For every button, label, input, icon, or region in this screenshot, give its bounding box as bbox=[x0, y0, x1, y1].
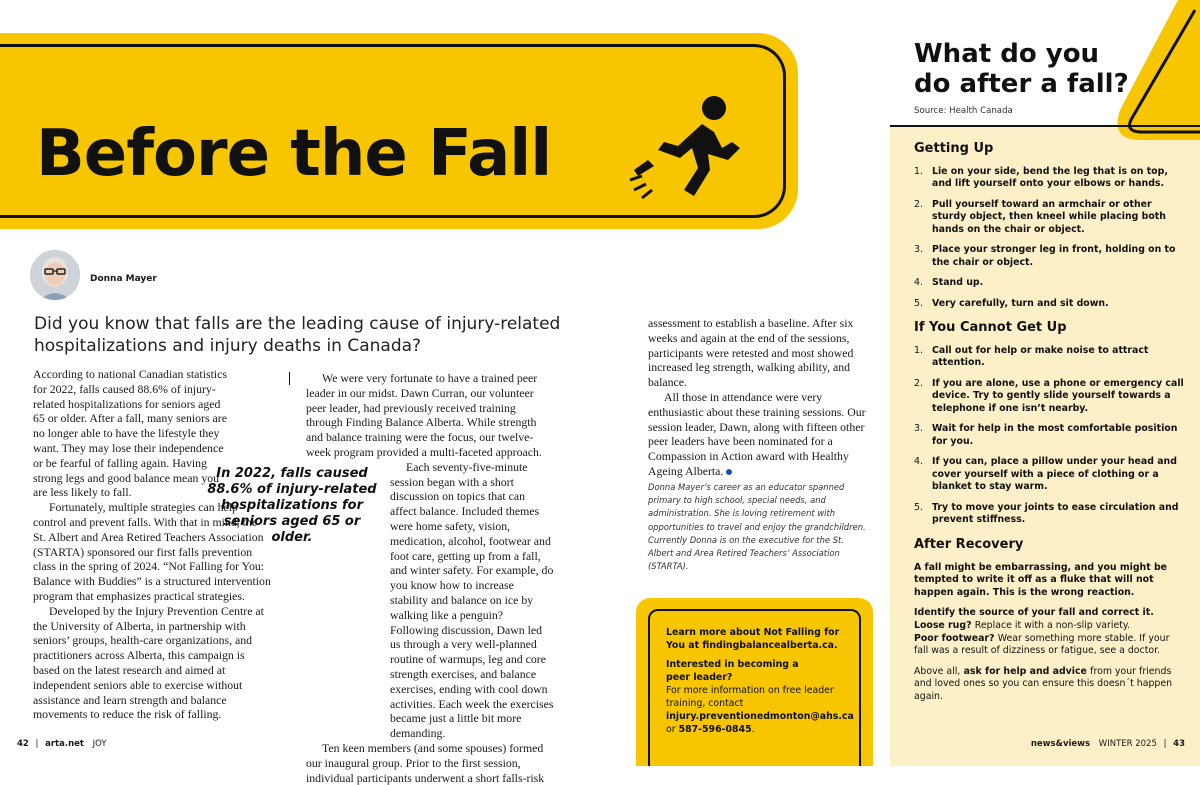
body-paragraph: Ten keen members (and some spouses) formed our inaugural group. Prior to the first session, individual participants underwent a short falls-risk bbox=[306, 740, 545, 785]
avatar bbox=[30, 250, 80, 300]
footer-left bbox=[17, 739, 107, 749]
section-heading: After Recovery bbox=[914, 537, 1024, 553]
body-paragraph: According to national Canadian statistics for 2022, falls caused 88.6% of injury-related hospitalizations for seniors aged 65 or older. After a fall, many seniors are no longer able to have the lifestyle they want. They may lose their independence or be fearful of falling again. Having strong legs and good balance mean you are less likely to fall. bbox=[33, 367, 227, 500]
section-heading: Getting Up bbox=[914, 141, 994, 156]
footer-divider: | bbox=[35, 739, 39, 749]
list-item: 3. Wait for help in the most comfortable position for you. bbox=[914, 423, 1178, 447]
column-rule bbox=[289, 372, 290, 385]
page-number: 42 bbox=[17, 739, 29, 749]
body-paragraph: Developed by the Injury Prevention Centre at the University of Alberta, in partnership with seniors’ groups, health-care organizations, and practitioners across Alberta, this campaign is based on the latest research and aimed at independent seniors able to exercise without assistance and learn strength and balance movements to reduce the risk of falling. bbox=[33, 603, 264, 722]
promo-info-text: For more information on free leader training, contact bbox=[666, 685, 834, 709]
list-item: 5. Try to move your joints to ease circulation and prevent stiffness. bbox=[914, 501, 1179, 526]
list-item: 3. Place your stronger leg in front, holding on to the chair or object. bbox=[914, 244, 1176, 268]
cannot-get-up-list bbox=[914, 345, 1184, 527]
recovery-paragraph: A fall might be embarrassing, and you might be tempted to write it off as a fluke that will not happen again. This is the wrong reaction. bbox=[914, 561, 1168, 598]
promo-phone[interactable]: 587-596-0845 bbox=[678, 724, 752, 735]
person-falling-icon bbox=[628, 94, 748, 202]
list-item: 4. If you can, place a pillow under your head and cover yourself with a piece of clothing or a blanket to stay warm. bbox=[914, 456, 1177, 493]
sidebar-divider bbox=[890, 125, 1200, 127]
end-bullet-icon bbox=[726, 469, 732, 475]
lead-paragraph: Did you know that falls are the leading cause of injury-related hospitalizations and injury deaths in Canada? bbox=[34, 314, 561, 356]
list-item: 2. If you are alone, use a phone or emergency call device. Try to gently slide yourself towards a telephone if one isn’t nearby. bbox=[914, 377, 1184, 414]
body-paragraph: Fortunately, multiple strategies can help control and prevent falls. With that in mind, the St. Albert and Area Retired Teachers Association (STARTA) sponsored our first falls prevention class in the spring of 2024. “Not Falling for You: Balance with Buddies” is a structured intervention program that emphasizes practical strategies. bbox=[33, 500, 271, 603]
author-bio: Donna Mayer’s career as an educator spanned primary to high school, special needs, and administration. She is loving retirement with opportunities to travel and enjoy the grandchildren. Currently Donna is on the executive for the St. Albert and Area Retired Teachers’ Association (STARTA). bbox=[648, 482, 866, 572]
body-paragraph bbox=[648, 390, 870, 479]
list-item: 2. Pull yourself toward an armchair or other sturdy object, then kneel while placing both hands on the chair or object. bbox=[914, 198, 1166, 235]
promo-or: or bbox=[666, 724, 676, 735]
body-text: All those in attendance were very enthusiastic about these training sessions. Our session leader, Dawn, along with fifteen other peer leaders have been nominated for a Compassion in Action award with Healthy Ageing Alberta. bbox=[648, 389, 866, 478]
promo-learn-more[interactable]: Learn more about Not Falling for You at findingbalancealberta.ca. bbox=[666, 627, 840, 651]
page-title: Before the Fall bbox=[36, 117, 552, 191]
section-heading: If You Cannot Get Up bbox=[914, 320, 1067, 336]
list-item: 5. Very carefully, turn and sit down. bbox=[914, 297, 1109, 309]
promo-interested: Interested in becoming a peer leader? bbox=[666, 659, 799, 683]
author-name: Donna Mayer bbox=[90, 274, 157, 284]
promo-email-link[interactable]: injury.preventionedmonton@ahs.ca bbox=[666, 711, 854, 722]
recovery-paragraph: Poor footwear? Wear something more stable. If your fall was a result of dizziness or fatigue, see a doctor. bbox=[914, 632, 1170, 657]
list-item: 4. Stand up. bbox=[914, 277, 984, 289]
promo-text bbox=[666, 626, 856, 736]
pull-quote: In 2022, falls caused 88.6% of injury-related hospitalizations for seniors aged 65 or older. bbox=[207, 466, 377, 545]
sidebar-title: What do you do after a fall? bbox=[914, 39, 1129, 99]
body-column-3 bbox=[648, 316, 870, 479]
sidebar-content bbox=[914, 143, 1184, 712]
sidebar-source: Source: Health Canada bbox=[914, 106, 1013, 116]
page-number: 43 bbox=[1173, 739, 1185, 749]
getting-up-list bbox=[914, 166, 1184, 311]
recovery-paragraph: Above all, ask for help and advice from your friends and loved ones so you can ensure this doesn´t happen again. bbox=[914, 665, 1173, 702]
body-paragraph: assessment to establish a baseline. After six weeks and again at the end of the sessions, participants were retested and most showed increased leg strength, walking ability, and balance. bbox=[648, 316, 854, 390]
list-item: 1. Lie on your side, bend the leg that is on top, and lift yourself onto your elbows or hands. bbox=[914, 165, 1168, 190]
promo-info bbox=[666, 684, 856, 736]
promo-end: . bbox=[751, 724, 755, 735]
site-name[interactable]: arta.net bbox=[45, 739, 84, 749]
brand-name: news&views bbox=[1030, 739, 1091, 749]
body-paragraph: We were very fortunate to have a trained peer leader in our midst. Dawn Curran, our volunteer peer leader, had previously received training through Finding Balance Alberta. While strength and balance training were the focus, our twelve-week program provided a multi-faceted approach. bbox=[306, 371, 542, 459]
recovery-paragraph: Identify the source of your fall and correct it. bbox=[914, 607, 1154, 619]
footer-right bbox=[1031, 739, 1185, 749]
list-item: 1. Call out for help or make noise to attract attention. bbox=[914, 344, 1149, 369]
issue-name: WINTER 2025 bbox=[1098, 739, 1157, 749]
section-name: JOY bbox=[92, 739, 107, 749]
recovery-paragraph: Loose rug? Replace it with a non-slip variety. bbox=[914, 620, 1131, 631]
footer-divider: | bbox=[1163, 739, 1167, 749]
body-paragraph: Each seventy-five-minute session began with a short discussion on topics that can affect balance. Included themes were home safety, vision, medication, alcohol, footwear and foot care, getting up from a fall, and winter safety. For example, do you know how to increase stability and balance on ice by walking like a penguin? Following discussion, Dawn led us through a very well-planned routine of warmups, leg and core strength exercises, and balance exercises, ending with cool down activities. Each week the exercises became just a little bit more demanding. bbox=[390, 459, 554, 741]
body-column-2 bbox=[306, 371, 554, 785]
